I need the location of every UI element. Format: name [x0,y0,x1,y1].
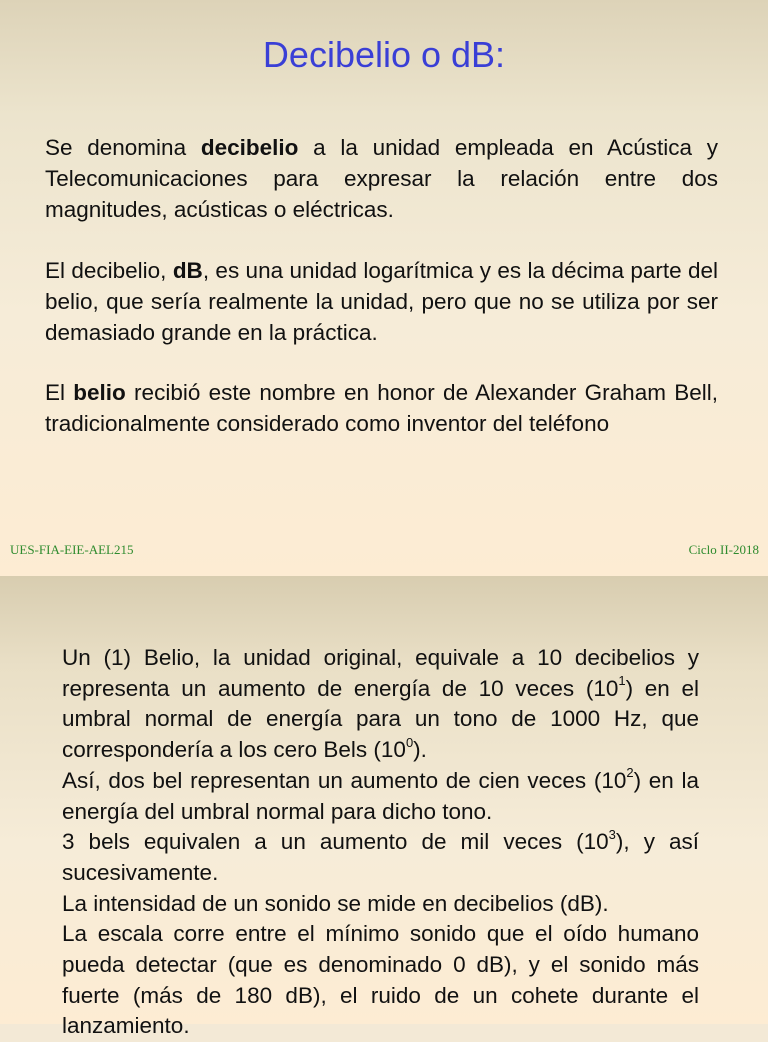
text: La escala corre entre el mínimo sonido que el oído humano pueda detectar (que es denominado 0 dB), y el sonido más fuerte (más de 180 dB), el ruido de un cohete durante el lanzamiento. [62,921,699,1039]
slide-2-body [62,643,699,1042]
slide-2 [0,576,768,1039]
footer-course-code: UES-FIA-EIE-AEL215 [10,542,134,557]
text: Un (1) Belio, la unidad original, equivale a 10 decibelios y representa un aumento de energía de 10 veces (10 [62,645,699,701]
paragraph-definition [45,132,718,225]
text: El decibelio, [45,258,173,283]
text: ), y así sucesivamente. [62,829,699,885]
bold-term-belio: belio [73,380,126,405]
text: La intensidad de un sonido se mide en decibelios (dB). [62,890,609,916]
text: recibió este nombre en honor de Alexander Graham Bell, tradicionalmente considerado como inventor del teléfono [45,380,718,436]
text: 3 bels equivalen a un aumento de mil veces (10 [62,829,609,855]
text: , es una unidad logarítmica y es la décima parte del belio, que sería realmente la unidad, pero que no se utiliza por ser demasiado grande en la práctica. [45,258,718,345]
slide-title: Decibelio o dB: [262,34,506,75]
text: ). [413,737,427,763]
bold-term-decibelio: decibelio [200,135,299,160]
text: Así, dos bel representan un aumento de cien veces (10 [62,767,627,793]
paragraph-db [45,255,718,348]
paragraph-belio [45,377,718,439]
text: Se denomina [45,135,201,160]
superscript: 1 [618,673,626,689]
text: El [45,380,74,405]
bold-term-db: dB [172,258,203,283]
superscript: 2 [626,765,634,781]
text: ) en la energía del umbral normal para dicho tono. [62,767,699,824]
text: ) en el umbral normal de energía para un tono de 1000 Hz, que correspondería a los cero Bels (10 [62,675,699,763]
footer-cycle: Ciclo II-2018 [688,542,759,557]
superscript: 3 [608,826,616,842]
superscript: 0 [405,734,414,750]
text: a la unidad empleada en Acústica y Telecomunicaciones para expresar la relación entre dos magnitudes, acústicas o eléctricas. [45,135,718,222]
